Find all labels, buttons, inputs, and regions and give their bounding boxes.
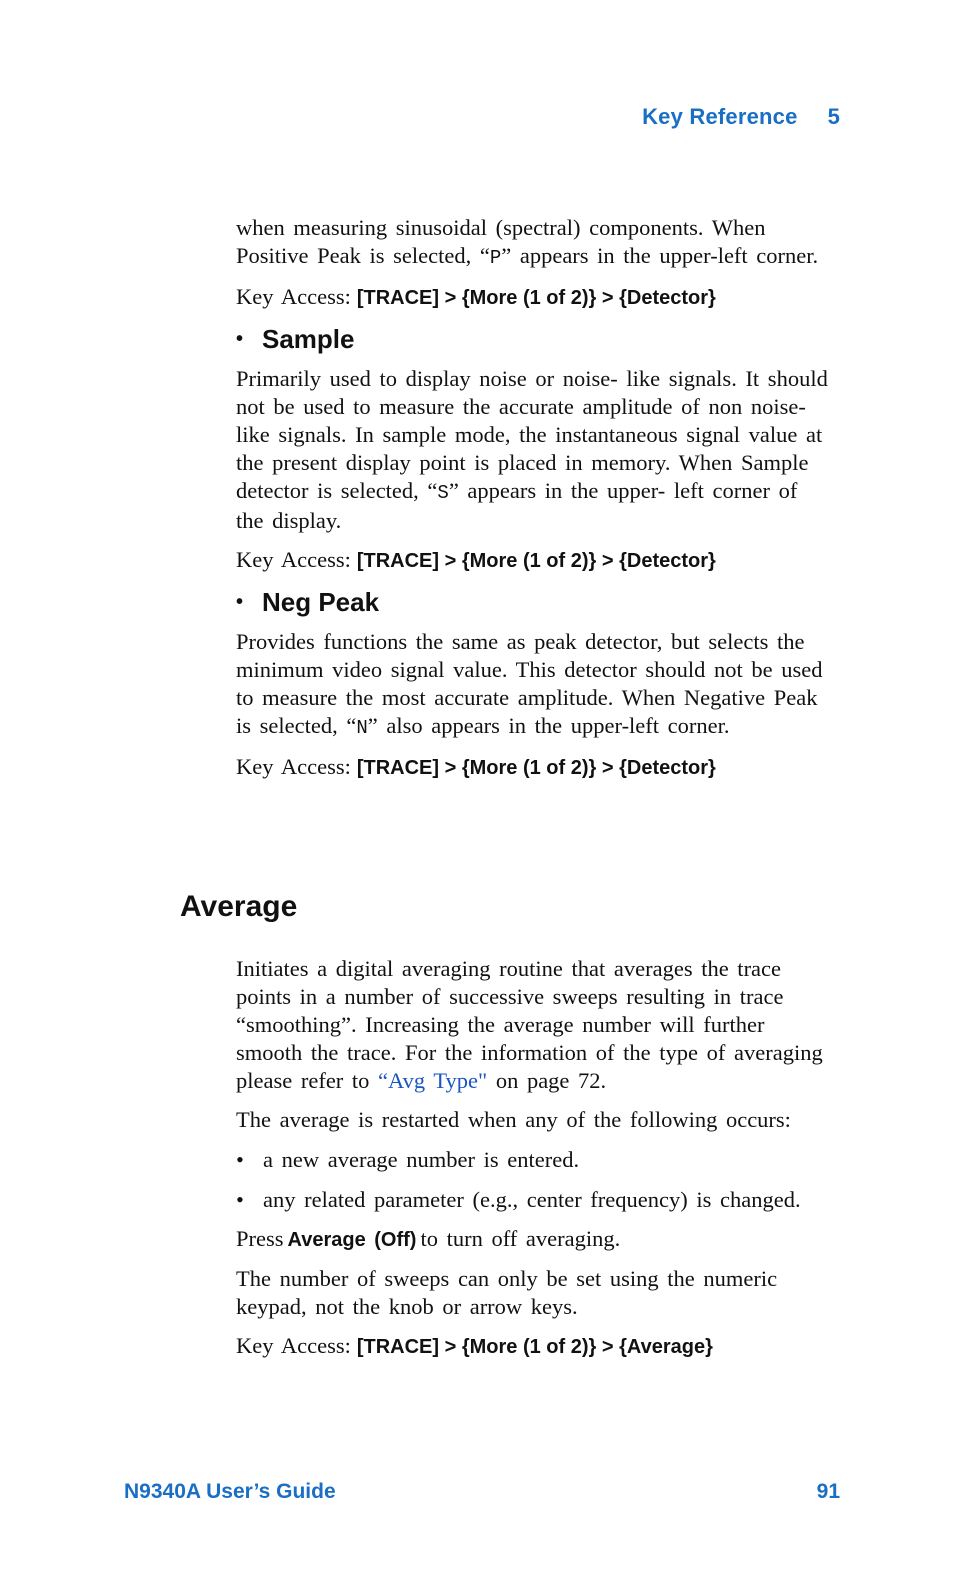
detector-content <box>236 214 832 782</box>
neg-peak-key-access: Key Access: [TRACE] > {More (1 of 2)} > {Detector} <box>236 754 716 779</box>
header-chapter-number: 5 <box>827 104 840 129</box>
average-sweeps-text: The number of sweeps can only be set using the numeric keypad, not the knob or arrow keys. <box>236 1266 778 1319</box>
running-header <box>642 104 840 130</box>
sample-description: Primarily used to display noise or noise- like signals. It should not be used to measure the accurate amplitude of non noise-like signals. In sample mode, the instantaneous signal value at the present display point is placed in memory. When Sample detector is selected, “S” appears in the upper- left corner of the display. <box>236 366 828 533</box>
average-key-path: [TRACE] > {More (1 of 2)} > {Average} <box>356 1336 713 1358</box>
peak-description: when measuring sinusoidal (spectral) components. When Positive Peak is selected, “P” appears in the upper-left corner. <box>236 215 819 269</box>
average-intro: Initiates a digital averaging routine that averages the trace points in a number of successive sweeps resulting in trace “smoothing”. Increasing the average number will further smooth the trace. For the information of the type of averaging please refer to “Avg Type" on page 72. <box>236 956 823 1093</box>
list-item: • any related parameter (e.g., center frequency) is changed. <box>236 1187 801 1212</box>
header-section-title: Key Reference <box>642 104 798 129</box>
neg-peak-description: Provides functions the same as peak detector, but selects the minimum video signal value. This detector should not be used to measure the most accurate amplitude. When Negative Peak is selected, “N” also appears in the upper-left corner. <box>236 629 823 739</box>
neg-peak-bullet: • <box>236 591 244 613</box>
footer-page-number: 91 <box>816 1480 840 1503</box>
neg-peak-symbol: N <box>356 717 368 739</box>
average-content <box>236 955 832 1361</box>
average-restart-text: The average is restarted when any of the following occurs: <box>236 1107 791 1132</box>
sample-key-access: Key Access: [TRACE] > {More (1 of 2)} > {Detector} <box>236 547 716 572</box>
sample-symbol: S <box>437 482 449 504</box>
peak-symbol: P <box>489 247 502 269</box>
neg-peak-heading: • Neg Peak <box>236 587 380 617</box>
average-heading: Average <box>180 890 298 923</box>
average-off-key: Average (Off) <box>287 1229 417 1251</box>
avg-type-link[interactable]: “Avg Type" <box>378 1068 488 1093</box>
list-item: • a new average number is entered. <box>236 1147 580 1172</box>
peak-key-access: Key Access: [TRACE] > {More (1 of 2)} > {Detector} <box>236 284 716 309</box>
average-press-text: Press Average (Off) to turn off averaging. <box>236 1226 621 1251</box>
neg-peak-key-path: [TRACE] > {More (1 of 2)} > {Detector} <box>356 757 716 779</box>
sample-heading: • Sample <box>236 324 355 354</box>
footer-guide-title: N9340A User’s Guide <box>124 1480 336 1503</box>
sample-key-path: [TRACE] > {More (1 of 2)} > {Detector} <box>356 550 716 572</box>
average-key-access: Key Access: [TRACE] > {More (1 of 2)} > {Average} <box>236 1333 713 1358</box>
sample-bullet: • <box>236 328 244 350</box>
peak-key-path: [TRACE] > {More (1 of 2)} > {Detector} <box>356 287 716 309</box>
